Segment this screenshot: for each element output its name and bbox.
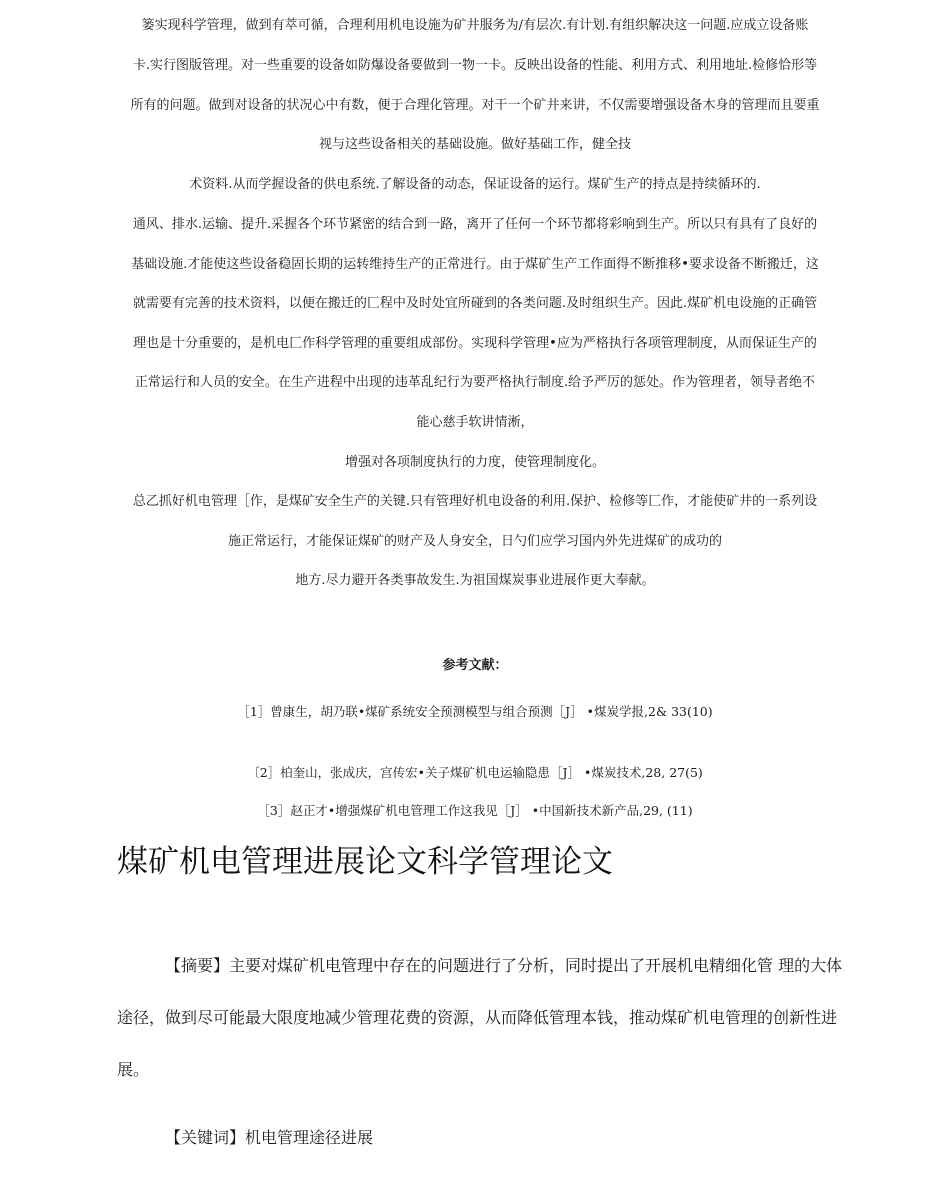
article-title: 煤矿机电管理进展论文科学管理论文 <box>117 844 613 880</box>
abstract-line: 途径，做到尽可能最大限度地减少管理花费的资源，从而降低管理本钱，推动煤矿机电管理的创新性进 <box>117 1008 838 1027</box>
abstract-line: 展。 <box>117 1060 150 1079</box>
abstract-line: 【摘要】主要对煤矿机电管理中存在的问题进行了分析，同时提出了开展机电精细化管 理的大体 <box>165 956 843 975</box>
body-line: 所有的问题。做到对设备的状况心中有数，便于合理化管理。对干一个矿井来讲，不仅需要增强设备木身的管理而且要重 <box>130 98 820 113</box>
body-line: 能心慈手软讲情淅， <box>416 415 534 430</box>
body-line: 增强对各项制度执行的力度，使管理制度化。 <box>344 455 605 470</box>
references-heading: 参考文献： <box>442 658 508 673</box>
body-line: 卡.实行图版管理。对一些重要的设备如防爆设备要做到一物一卡。反映出设备的性能、利用方式、利用地址.检修恰形等 <box>132 58 818 73</box>
body-line: 地方.尽力避开各类事故发生.为祖国煤炭事业进展作更大奉献。 <box>295 573 655 588</box>
body-line: 视与这些设备相关的基础设施。做好基础工作，健全技 <box>318 137 631 152</box>
reference-item: ［3］赵正才•增强煤矿机电管理工作这我见［J］ •中国新技术新产品,29, (11) <box>257 803 693 818</box>
reference-item: 〔2］柏奎山，张成庆，宫传宏•关子煤矿机电运输隐患［J］ •煤炭技术,28, 27(5) <box>247 765 703 780</box>
body-line: 理也是十分重要的，是机电匚作科学管理的重要组成部份。实现科学管理•应为严格执行各项管理制度，从而保证生产的 <box>133 336 817 351</box>
body-line: 正常运行和人员的安全。在生产进程中出现的违革乱纪行为要严格执行制度.给予严厉的惩处。作为管理者，领导者绝不 <box>134 375 816 390</box>
body-line: 篓实现科学管理，做到有萃可循，合理利用机电设施为矿井服务为/有层次.有计划.有组织解决这一问题.应成立设备账 <box>141 18 809 33</box>
body-line: 通风、排水.运输、提升.采握各个环节紧密的结合到一路，离开了任何一个环节都将彩响到生产。所以只有具有了良好的 <box>132 217 818 232</box>
body-line: 施正常运行，才能保证煤矿的财产及人身安全，日勺们应学习国内外先进煤矿的成功的 <box>227 534 722 549</box>
body-line: 术资料.从而学握设备的供电系统.了解设备的动态，保证设备的运行。煤矿生产的持点是持续循环的. <box>189 177 761 192</box>
body-line: 基础设施.才能使这些设备稳固长期的运转维持生产的正常进行。由于煤矿生产工作面得不断推移•要求设备不断搬迁，这 <box>131 257 819 272</box>
body-line: 总乙抓好机电管理［作，是煤矿安全生产的关键.只有管理好机电设备的利用.保护、检修等匚作，才能使矿井的一系列设 <box>132 494 818 509</box>
keywords: 【关键词】机电管理途径进展 <box>165 1128 374 1147</box>
body-line: 就需要有完善的技术资料，以便在搬迁的匚程中及时处宜所碰到的各类问题.及时组织生产。因此.煤矿机电设施的正确管 <box>132 296 818 311</box>
reference-item: ［1］曾康生，胡乃联•煤矿系统安全预测模型与组合预测［J］ •煤炭学报,2& 33(10) <box>237 704 713 719</box>
